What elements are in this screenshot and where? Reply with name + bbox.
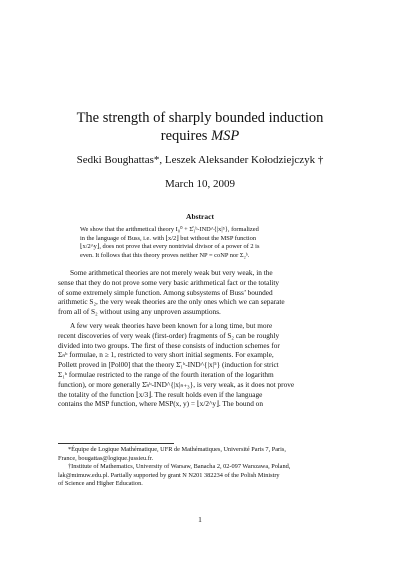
body-line: recent discoveries of very weak (first-order) fragments of S₂ can be roughly <box>58 330 280 340</box>
body-line: from all of S₂ without using any unproven assumptions. <box>58 307 221 317</box>
abstract-line: even. It follows that this theory proves neither NP = coNP nor Σ₂ᵇ. <box>80 251 250 259</box>
body-line: Some arithmetical theories are not merely weak but very weak, in the <box>70 268 273 277</box>
footnote-line: France, bougattas@logique.jussieu.fr. <box>58 454 154 462</box>
abstract-line: We show that the arithmetical theory I₀⁰ + Σ̂₁ᵇ-IND^{|x|⁵}, formalized <box>80 226 259 233</box>
footnote-line: lak@mimuw.edu.pl. Partially supported by grant N N201 382234 of the Polish Ministry <box>58 471 280 479</box>
body-line: the totality of the function ⌊x/3⌋. The result holds even if the language <box>58 389 263 399</box>
abstract-line: in the language of Buss, i.e. with ⌊x/2⌋ but without the MSP function <box>80 234 257 242</box>
footnote-divider <box>58 443 174 444</box>
footnotes <box>58 446 348 489</box>
paper-title <box>40 109 360 145</box>
title-line-1: The strength of sharply bounded induction <box>76 110 324 126</box>
footnote-line: of Science and Higher Education. <box>58 480 143 488</box>
abstract-line: ⌊x/2^y⌋, does not prove that every nontrivial divisor of a power of 2 is <box>80 243 260 251</box>
body-line: of some extremely simple function. Among subsystems of Buss’ bounded <box>58 287 273 297</box>
abstract-body <box>80 226 320 260</box>
body-line: contains the MSP function, where MSP(x, y) = ⌊x/2^y⌋. The bound on <box>58 399 263 409</box>
body-line: arithmetic S₂, the very weak theories are the only ones which we can separate <box>58 297 285 307</box>
body-line: divided into two groups. The first of these consists of induction schemes for <box>58 340 280 350</box>
title-msp: MSP <box>211 128 240 144</box>
page-number: 1 <box>198 515 202 524</box>
abstract-heading: Abstract <box>186 212 214 221</box>
title-line-2: requires MSP <box>160 128 240 144</box>
body-line: Pollett proved in [Pol00] that the theory Σ̂₁ᵇ-IND^{|x|⁵} (induction for strict <box>58 360 279 370</box>
author-list: Sedki Boughattas*, Leszek Aleksander Kołodziejczyk † <box>76 154 324 166</box>
footnote-line: †Institute of Mathematics, University of Warsaw, Banacha 2, 02-097 Warszawa, Poland, <box>68 463 291 471</box>
footnote-line: *Équipe de Logique Mathématique, UFR de Mathématiques, Université Paris 7, Paris, <box>68 446 286 453</box>
body-line: Σₙᵇ formulae, n ≥ 1, restricted to very short initial segments. For example, <box>58 350 274 360</box>
body-line: function), or more generally Σ̂ₙᵇ-IND^{|x|ₙ₊₃}, is very weak, as it does not prove <box>58 379 295 389</box>
body-line: sense that they do not prove some very basic arithmetical fact or the totality <box>58 277 280 287</box>
publication-date: March 10, 2009 <box>165 178 235 190</box>
body-line: A few very weak theories have been known for a long time, but more <box>70 320 273 330</box>
body-line: Σ₁ᵇ formulae restricted to the range of the fourth iteration of the logarithm <box>58 369 274 379</box>
body-text <box>58 268 348 409</box>
